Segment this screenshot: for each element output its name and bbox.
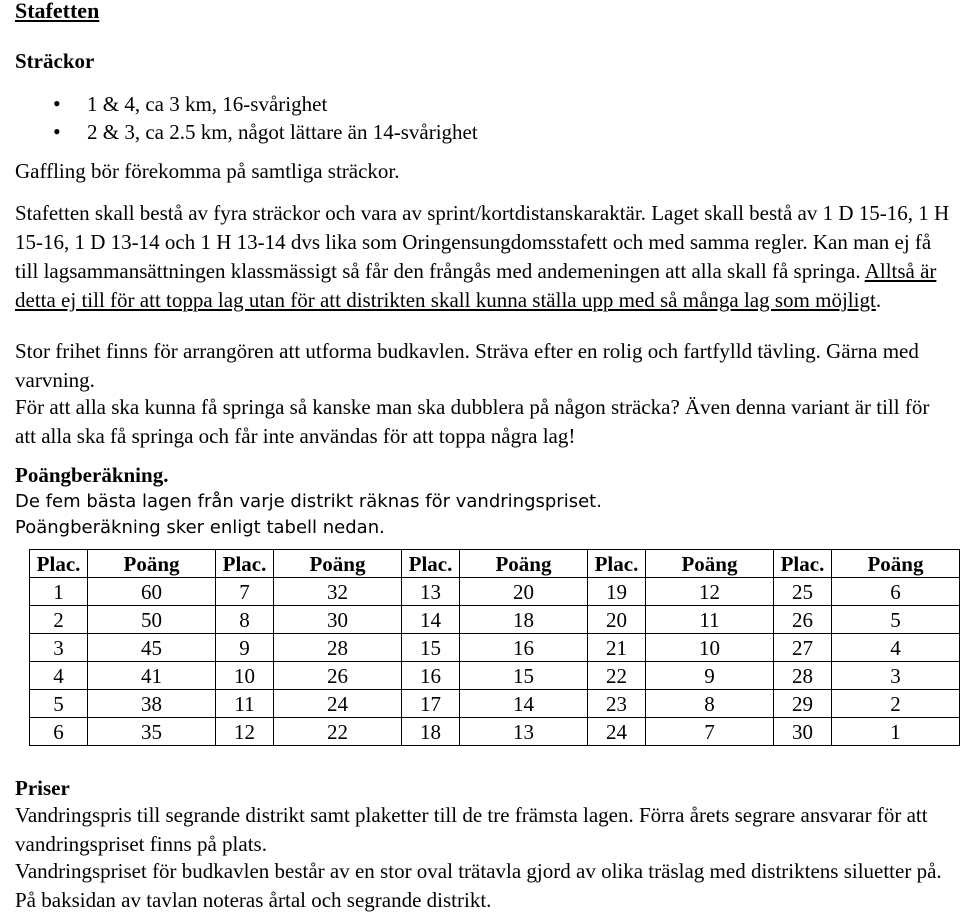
cell-plac: 30 [773,718,831,746]
cell-plac: 27 [773,634,831,662]
cell-poang: 41 [88,662,216,690]
cell-poang: 14 [460,690,588,718]
paragraph-text-end: . [875,288,882,312]
cell-plac: 7 [215,578,273,606]
cell-poang: 5 [831,606,959,634]
section-heading-priser: Priser [15,776,70,800]
cell-poang: 11 [646,606,774,634]
cell-poang: 35 [88,718,216,746]
table-row [30,662,960,690]
cell-plac: 29 [773,690,831,718]
cell-poang: 4 [831,634,959,662]
cell-poang: 30 [274,606,402,634]
header-poang: Poäng [88,550,216,578]
cell-plac: 18 [401,718,459,746]
table-row [30,718,960,746]
cell-poang: 8 [646,690,774,718]
section-heading-strackor: Sträckor [15,49,95,73]
cell-poang: 13 [460,718,588,746]
table-row [30,634,960,662]
cell-plac: 11 [215,690,273,718]
poang-line-1: De fem bästa lagen från varje distrikt räknas för vandringspriset. [15,491,602,512]
poang-line-2: Poängberäkning sker enligt tabell nedan. [15,517,385,538]
cell-plac: 25 [773,578,831,606]
header-poang: Poäng [646,550,774,578]
cell-poang: 9 [646,662,774,690]
cell-poang: 7 [646,718,774,746]
cell-plac: 1 [30,578,88,606]
header-poang: Poäng [460,550,588,578]
cell-poang: 2 [831,690,959,718]
cell-plac: 3 [30,634,88,662]
cell-poang: 16 [460,634,588,662]
cell-poang: 26 [274,662,402,690]
cell-poang: 24 [274,690,402,718]
header-plac: Plac. [401,550,459,578]
header-plac: Plac. [587,550,645,578]
score-table [29,549,960,746]
cell-poang: 20 [460,578,588,606]
cell-plac: 13 [401,578,459,606]
cell-plac: 15 [401,634,459,662]
header-poang: Poäng [274,550,402,578]
header-plac: Plac. [30,550,88,578]
paragraph-text: Stafetten skall bestå av fyra sträckor och vara av sprint/kortdistanskaraktär. Laget skall bestå av 1 D 15-16, 1 H 15-16, 1 D 13-14 och 1 H 13-14 dvs lika som Oringensungdomsstafett och med samma regler. Kan man ej få till lagsammansättningen klassmässigt så får den frångås med andemeningen att alla skall få springa. [15,201,950,283]
header-plac: Plac. [773,550,831,578]
stracka-list [15,90,478,146]
cell-plac: 12 [215,718,273,746]
cell-plac: 23 [587,690,645,718]
cell-poang: 28 [274,634,402,662]
cell-poang: 18 [460,606,588,634]
cell-poang: 6 [831,578,959,606]
underlined-text: Alltså är detta ej till för att toppa lag utan för att distrikten skall kunna ställa upp med så många lag som möjligt [15,259,937,312]
score-table-body [30,578,960,746]
table-row [30,606,960,634]
priser-paragraph-1: Vandringspris till segrande distrikt samt plaketter till de tre främsta lagen. Förra årets segrare ansvarar för att vandringspriset finns på plats. [15,803,928,856]
cell-poang: 32 [274,578,402,606]
cell-plac: 16 [401,662,459,690]
cell-poang: 38 [88,690,216,718]
gaffling-text: Gaffling bör förekomma på samtliga sträckor. [15,159,400,183]
header-plac: Plac. [215,550,273,578]
cell-plac: 28 [773,662,831,690]
cell-plac: 14 [401,606,459,634]
cell-plac: 2 [30,606,88,634]
cell-plac: 26 [773,606,831,634]
cell-plac: 8 [215,606,273,634]
cell-plac: 5 [30,690,88,718]
cell-plac: 17 [401,690,459,718]
list-item: • 2 & 3, ca 2.5 km, något lättare än 14-svårighet [15,118,478,146]
table-header-row [30,550,960,578]
list-item: • 1 & 4, ca 3 km, 16-svårighet [15,90,478,118]
cell-plac: 19 [587,578,645,606]
cell-poang: 3 [831,662,959,690]
cell-poang: 50 [88,606,216,634]
cell-poang: 12 [646,578,774,606]
paragraph-rules [15,199,950,315]
cell-plac: 20 [587,606,645,634]
table-row [30,690,960,718]
page-title: Stafetten [15,0,100,23]
cell-poang: 10 [646,634,774,662]
cell-plac: 22 [587,662,645,690]
priser-paragraph-2: Vandringspriset för budkavlen består av en stor oval trätavla gjord av olika träslag med distriktens siluetter på. På baksidan av tavlan noteras årtal och segrande distrikt. [15,859,942,912]
cell-poang: 15 [460,662,588,690]
paragraph-double: För att alla ska kunna få springa så kanske man ska dubblera på någon sträcka? Även denna variant är till för att alla ska få springa och får inte användas för att toppa några lag! [15,395,930,448]
cell-plac: 4 [30,662,88,690]
cell-plac: 6 [30,718,88,746]
table-row [30,578,960,606]
cell-plac: 9 [215,634,273,662]
cell-poang: 1 [831,718,959,746]
cell-plac: 21 [587,634,645,662]
cell-plac: 10 [215,662,273,690]
paragraph-freedom: Stor frihet finns för arrangören att utforma budkavlen. Sträva efter en rolig och fartfylld tävling. Gärna med varvning. [15,339,919,392]
section-heading-poang: Poängberäkning. [15,463,169,487]
header-poang: Poäng [831,550,959,578]
cell-poang: 60 [88,578,216,606]
cell-poang: 22 [274,718,402,746]
cell-plac: 24 [587,718,645,746]
cell-poang: 45 [88,634,216,662]
